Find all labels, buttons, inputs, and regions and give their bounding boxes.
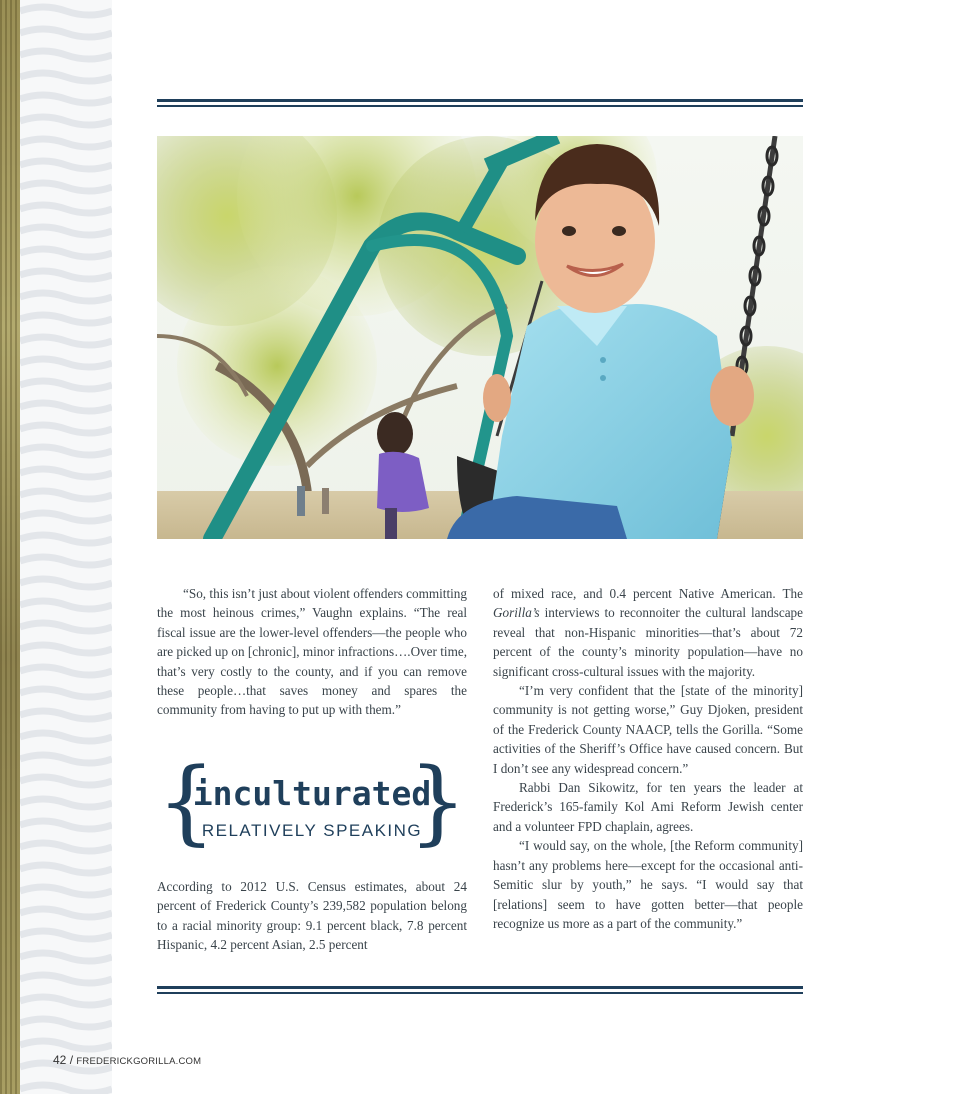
bottom-divider-rule — [157, 986, 803, 994]
paragraph-djoken-quote: “I’m very confident that the [state of the minority] community is not getting worse,” Guy Djoken, president of the Frederick County NAACP, tells the Gorilla. “Some activities of the Sheriff’s Office have caused concern. But I don’t see any widespread concern.” — [493, 683, 803, 776]
right-column — [493, 584, 803, 933]
paragraph-vaughn-quote: “So, this isn’t just about violent offenders committing the most heinous crimes,” Vaughn explains. “The real fiscal issue are the lower-level offenders—the people who are picked up on [chronic], minor infractions….Over time, that’s very costly to the county, and if you can remove these people…that saves money and spares the community from having to put up with them.” — [157, 586, 467, 718]
paragraph-census: According to 2012 U.S. Census estimates, about 24 percent of Frederick County’s 239,582 population belong to a racial minority group: 9.1 percent black, 7.8 percent Hispanic, 4.2 percent Asian, 2.5 percent — [157, 879, 467, 953]
boy-on-swing-photo — [157, 136, 803, 539]
left-column-top — [157, 584, 467, 720]
right-brace-icon: } — [408, 748, 467, 855]
left-brace-icon: { — [157, 748, 216, 855]
photo-illustration — [157, 136, 803, 539]
paragraph-mixed-race-end: interviews to reconnoiter the cultural landscape reveal that non-Hispanic minorities—that’s about 72 percent of the county’s minority population—have no significant cross-cultural issues with the majority. — [493, 605, 803, 679]
section-heading-title: inculturated — [192, 774, 432, 813]
paragraph-reform-quote: “I would say, on the whole, [the Reform community] hasn’t any problems here—except for the occasional anti-Semitic slur by youth,” he says. “I would say that [relations] seem to have gotten better—that people recognize us more as a part of the community.” — [493, 838, 803, 931]
paragraph-sikowitz: Rabbi Dan Sikowitz, for ten years the leader at Frederick’s 165-family Kol Ami Reform Jewish center and a volunteer FPD chaplain, agrees. — [493, 780, 803, 834]
wave-pattern-edge — [20, 0, 112, 1094]
page-number: 42 — [53, 1053, 67, 1067]
wood-texture-edge — [0, 0, 20, 1094]
paragraph-mixed-race-start: of mixed race, and 0.4 percent Native American. The — [493, 586, 803, 601]
top-divider-rule — [157, 99, 803, 107]
page-folio — [53, 1053, 201, 1067]
section-heading — [157, 748, 467, 855]
publication-name-italic: Gorilla’s — [493, 605, 540, 621]
paragraph-mixed-race — [493, 584, 803, 681]
section-heading-subtitle: RELATIVELY SPEAKING — [201, 821, 423, 840]
website-url: FREDERICKGORILLA.COM — [76, 1056, 202, 1067]
folio-separator: / — [66, 1053, 77, 1067]
left-column-bottom — [157, 877, 467, 955]
